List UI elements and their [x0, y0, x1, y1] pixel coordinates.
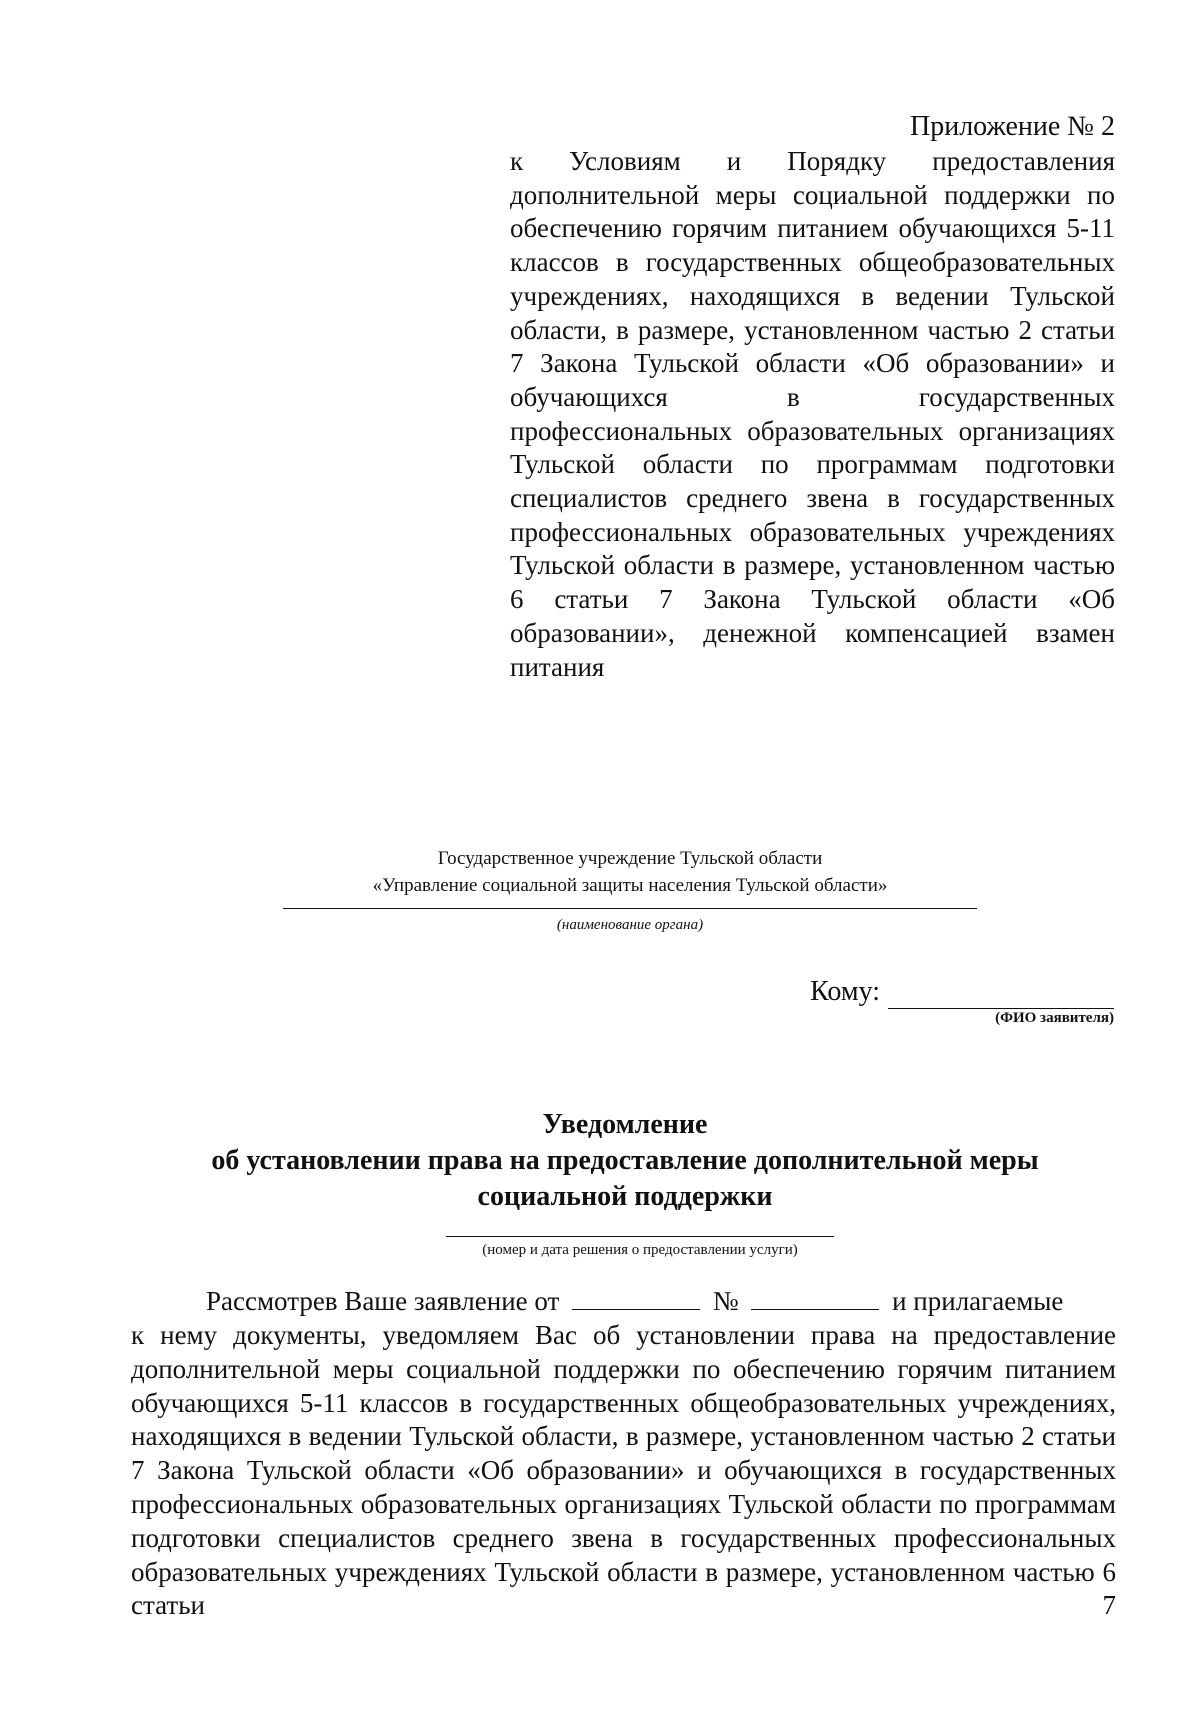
recipient-caption: (ФИО заявителя)	[995, 1010, 1114, 1026]
authority-block	[280, 845, 980, 935]
application-number-blank	[751, 1287, 879, 1310]
authority-signature-line	[283, 908, 977, 909]
recipient-field	[810, 975, 1114, 1009]
decision-caption: (номер и дата решения о предоставлении услуги)	[482, 1242, 798, 1258]
authority-name-line-2: «Управление социальной защиты населения Тульской области»	[372, 875, 888, 896]
authority-caption: (наименование органа)	[556, 917, 704, 933]
notice-title-line-1: Уведомление	[542, 1109, 708, 1140]
notice-title	[0, 1107, 1200, 1215]
authority-name-line-1: Государственное учреждение Тульской области	[437, 848, 823, 869]
body-first-line-end: и прилагаемые	[892, 1286, 1064, 1316]
body-text: к нему документы, уведомляем Вас об установлении права на предоставление дополнительной меры социальной поддержки по обеспечению горячим питанием обучающихся 5-11 классов в государственных общеобразовательных учреждениях, находящихся в ведении Тульской области, в размере, установленном частью 2 статьи 7 Закона Тульской области «Об образовании» и обучающихся в государственных профессиональных образовательных организациях Тульской области по программам подготовки специалистов среднего звена в государственных профессиональных образовательных учреждениях Тульской области в размере, установленном частью 6 статьи 7	[131, 1320, 1116, 1621]
application-date-blank	[572, 1287, 700, 1310]
notice-title-line-2: об установлении права на предоставление дополнительной меры	[211, 1145, 1039, 1176]
decision-block	[430, 1236, 850, 1260]
appendix-title: Приложение № 2	[910, 111, 1115, 142]
recipient-label: Кому:	[810, 976, 880, 1007]
notice-title-line-3: социальной поддержки	[477, 1181, 773, 1212]
decision-blank-line	[446, 1236, 834, 1237]
appendix-text: к Условиям и Порядку предоставления дополнительной меры социальной поддержки по обеспечению горячим питанием обучающихся 5-11 классов в государственных общеобразовательных учреждениях, находящихся в ведении Тульской области, в размере, установленном частью 2 статьи 7 Закона Тульской области «Об образовании» и обучающихся в государственных профессиональных образовательных организациях Тульской области по программам подготовки специалистов среднего звена в государственных профессиональных образовательных учреждениях Тульской области в размере, установленном частью 6 статьи 7 Закона Тульской области «Об образовании», денежной компенсацией взамен питания	[510, 146, 1115, 682]
body-first-line-start: Рассмотрев Ваше заявление от	[206, 1286, 560, 1316]
body-first-line	[206, 1285, 1126, 1319]
number-sign: №	[712, 1286, 739, 1316]
recipient-blank-line	[888, 982, 1114, 1009]
